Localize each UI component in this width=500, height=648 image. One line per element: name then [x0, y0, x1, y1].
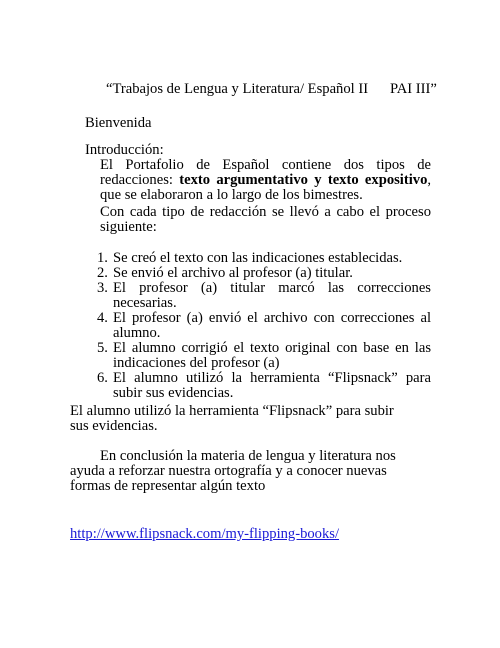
list-item: [97, 341, 431, 371]
document-title: “Trabajos de Lengua y Literatura/ Español II PAI III”: [106, 81, 437, 97]
process-paragraph: Con cada tipo de redacción se llevó a cabo el proceso siguiente:: [100, 204, 431, 235]
process-steps-list: [97, 251, 431, 401]
list-item: [97, 266, 431, 281]
list-item: [97, 281, 431, 311]
intro-paragraph: [100, 158, 431, 203]
list-item: [97, 311, 431, 341]
keyword-argumentativo: texto argumentativo: [179, 172, 308, 188]
list-item: [97, 251, 431, 266]
conclusion-paragraph: En conclusión la materia de lengua y literatura nos ayuda a reforzar nuestra ortografía y a conocer nuevas formas de representar algún texto: [70, 448, 396, 494]
intro-heading: Introducción:: [85, 142, 164, 158]
after-list-paragraph: El alumno utilizó la herramienta “Flipsnack” para subir sus evidencias.: [70, 403, 394, 434]
step-number: 6.: [97, 370, 108, 386]
greeting: Bienvenida: [85, 115, 152, 131]
step-text: El profesor (a) envió el archivo con correcciones al alumno.: [113, 310, 431, 341]
step-number: 3.: [97, 280, 108, 296]
step-number: 2.: [97, 265, 108, 281]
step-text: Se envió el archivo al profesor (a) titular.: [113, 265, 353, 281]
step-text: Se creó el texto con las indicaciones establecidas.: [113, 250, 403, 266]
step-text: El alumno corrigió el texto original con base en las indicaciones del profesor (a): [113, 340, 431, 371]
step-text: El profesor (a) titular marcó las correcciones necesarias.: [113, 280, 431, 311]
step-number: 1.: [97, 250, 108, 266]
keyword-connector: y: [307, 172, 328, 188]
intro-text-before: El Portafolio de Español contiene dos tipos de redacciones:: [100, 157, 431, 188]
step-text: El alumno utilizó la herramienta “Flipsnack” para subir sus evidencias.: [113, 370, 431, 401]
keyword-expositivo: texto expositivo: [327, 172, 428, 188]
step-number: 4.: [97, 310, 108, 326]
list-item: [97, 371, 431, 401]
intro-text-after: , que se elaboraron a lo largo de los bimestres.: [100, 172, 432, 203]
flipsnack-link[interactable]: http://www.flipsnack.com/my-flipping-books/: [70, 526, 340, 542]
step-number: 5.: [97, 340, 108, 356]
